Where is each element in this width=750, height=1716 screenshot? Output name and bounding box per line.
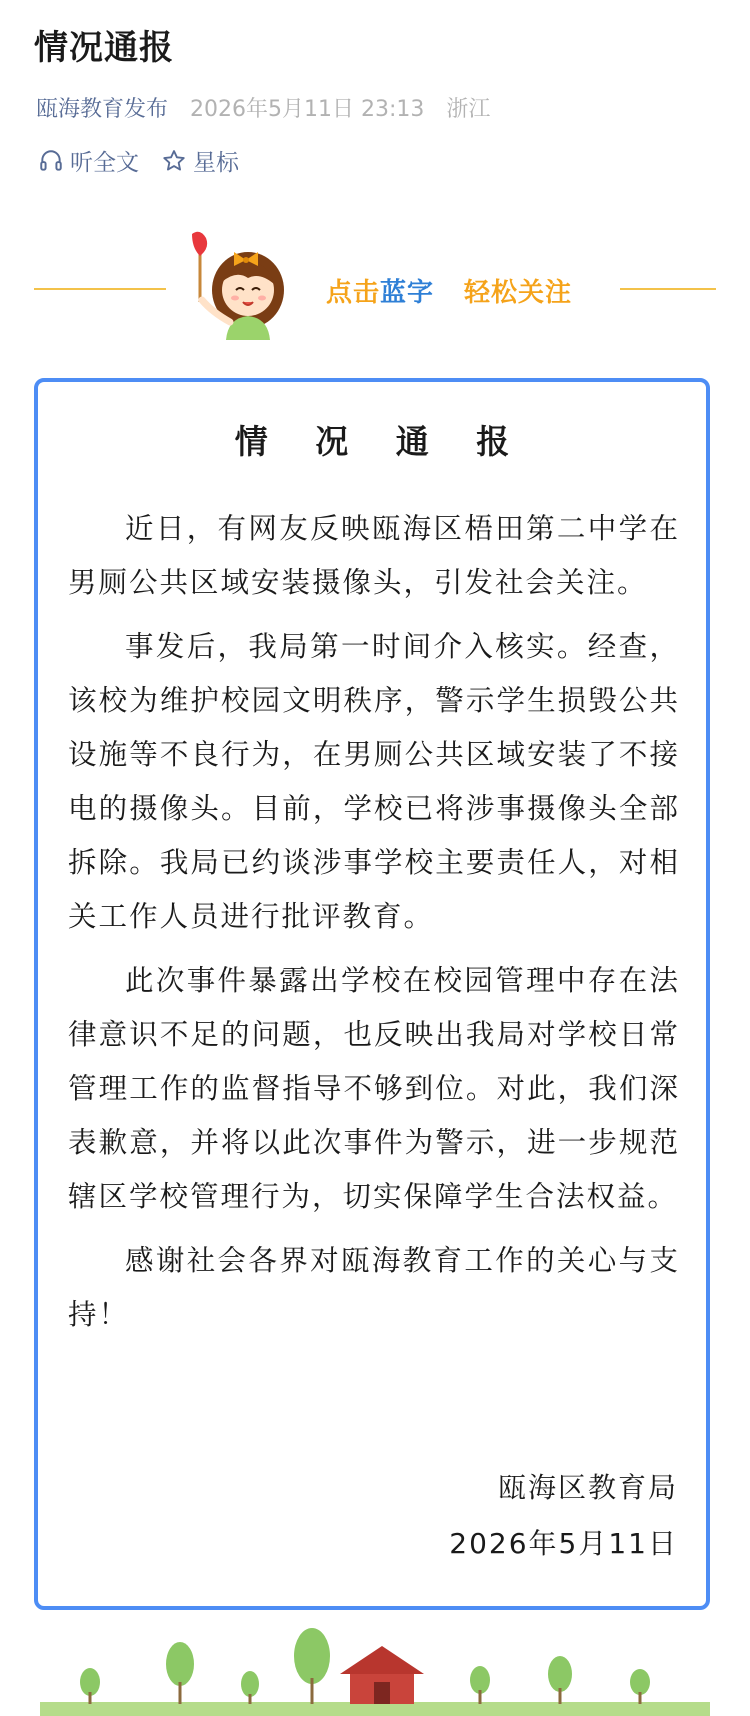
follow-prompt[interactable]: [326, 272, 572, 309]
notice-paragraph: 事发后，我局第一时间介入核实。经查，该校为维护校园文明秩序，警示学生损毁公共设施等不良行为，在男厕公共区域安装了不接电的摄像头。目前，学校已将涉事摄像头全部拆除。我局已约谈涉事学校主要责任人，对相关工作人员进行批评教育。: [68, 630, 680, 933]
headphones-icon: [38, 148, 64, 174]
article-title: 情况通报: [34, 28, 174, 68]
notice-paragraph: 此次事件暴露出学校在校园管理中存在法律意识不足的问题，也反映出我局对学校日常管理工作的监督指导不够到位。对此，我们深表歉意，并将以此次事件为警示，进一步规范辖区学校管理行为，切实保障学生合法权益。: [68, 964, 680, 1213]
follow-banner[interactable]: [0, 230, 750, 340]
banner-text-click: 点击: [326, 278, 381, 308]
landscape-decoration: [0, 1620, 750, 1716]
star-label: 星标: [193, 150, 239, 176]
notice-heading: 情 况 通 报: [234, 422, 528, 461]
cartoon-girl-icon: [186, 230, 306, 340]
publish-location: 浙江: [446, 97, 491, 122]
banner-text-follow: 轻松关注: [464, 278, 573, 308]
star-button[interactable]: [161, 144, 239, 177]
listen-label: 听全文: [70, 150, 139, 176]
banner-text-bluewords: 蓝字: [380, 278, 435, 308]
article-actions: [38, 144, 261, 177]
notice-signature: 瓯海区教育局: [497, 1471, 678, 1504]
publish-date: 2026年5月11日 23:13: [190, 97, 425, 122]
notice-body: [68, 502, 680, 1352]
article-meta: [36, 92, 490, 123]
banner-divider-left: [34, 288, 166, 290]
notice-sign-date: 2026年5月11日: [449, 1527, 678, 1560]
listen-button[interactable]: [38, 144, 139, 177]
notice-paragraph: 感谢社会各界对瓯海教育工作的关心与支持！: [68, 1244, 680, 1331]
notice-paragraph: 近日，有网友反映瓯海区梧田第二中学在男厕公共区域安装摄像头，引发社会关注。: [68, 512, 680, 599]
notice-box: [34, 378, 710, 1610]
star-icon: [161, 148, 187, 174]
banner-divider-right: [620, 288, 716, 290]
account-name-link[interactable]: 瓯海教育发布: [36, 97, 169, 122]
notice-signature-block: [449, 1460, 678, 1572]
